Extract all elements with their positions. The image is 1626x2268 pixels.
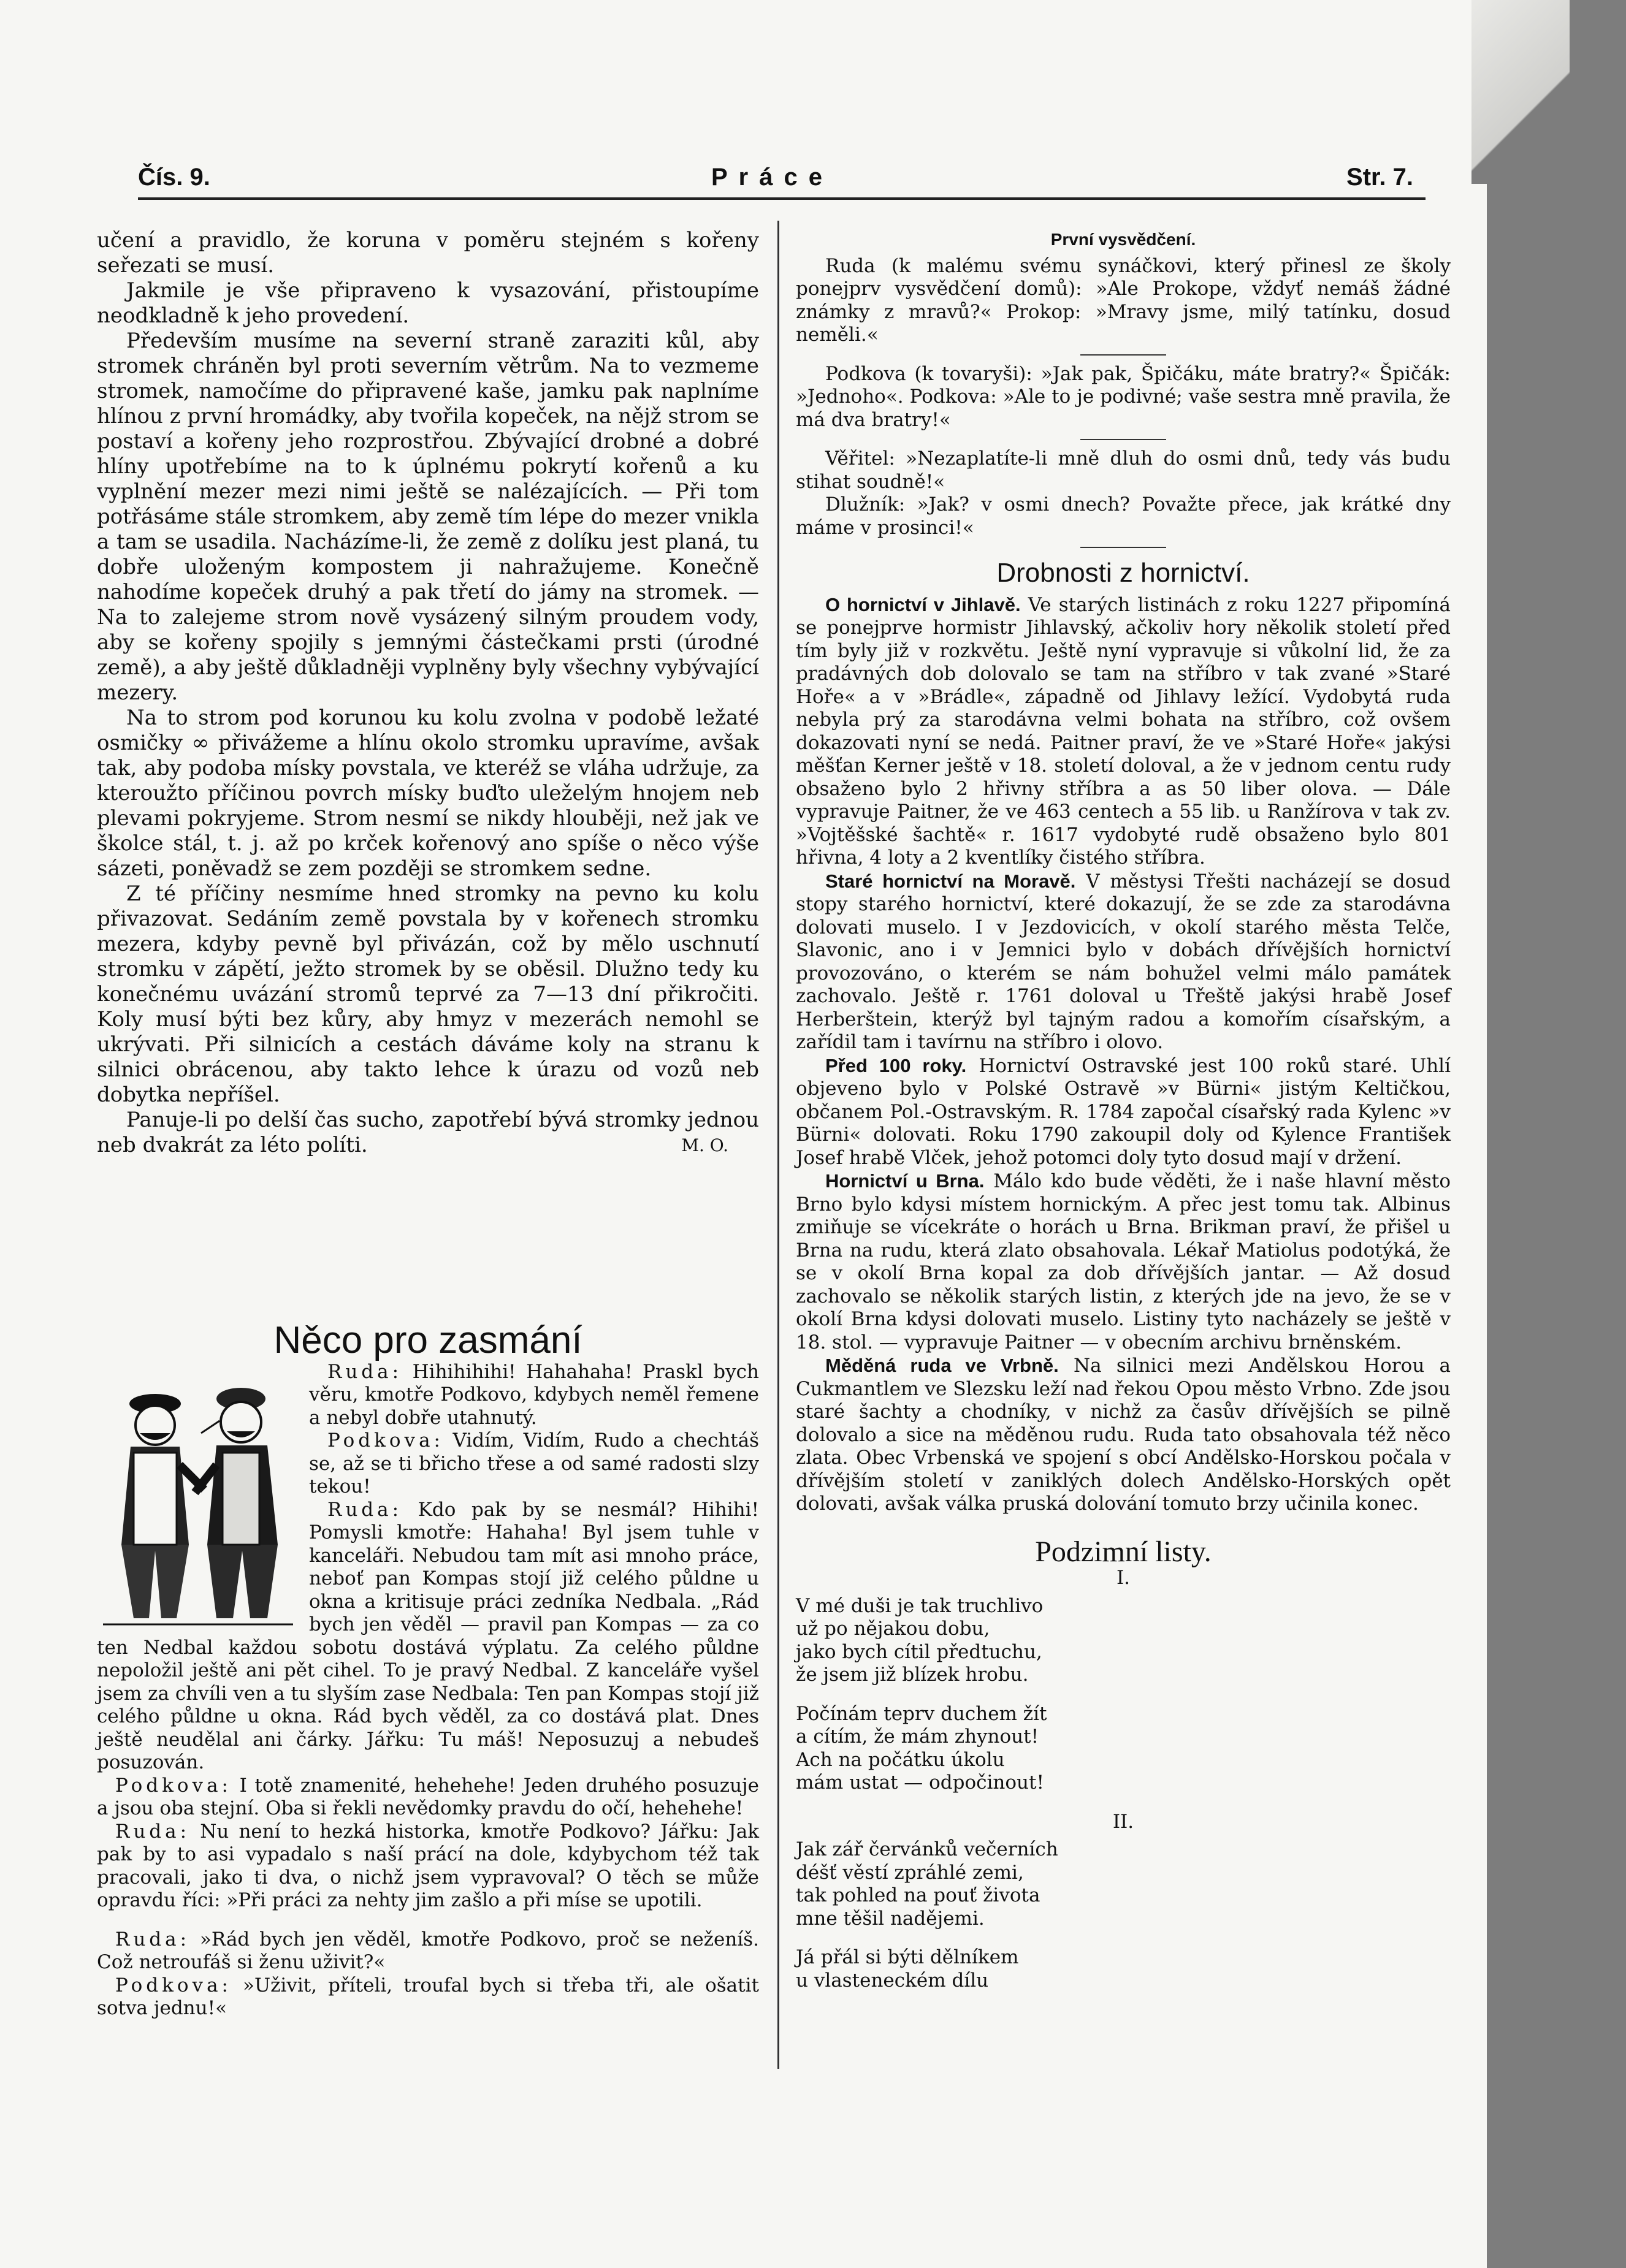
poem-verse: Ach na počátku úkolu xyxy=(796,1748,1005,1771)
mining-item xyxy=(796,593,1451,870)
poem-verse: mám ustat — odpočinout! xyxy=(796,1771,1044,1794)
joke-text: Kdo pak by se nesmál? Hihihi! Pomysli kmotře: Hahaha! Byl jsem tuhle v kanceláři. Nebudou tam mít asi mnoho práce, neboť pan Kompas stojí již celého půldne u okna a kritisuje práci zedníka Nedbala. „Rád bych jen věděl — pravil pan Kompas — za co ten Nedbal každou sobotu dostává výplatu. Za celého půldne nepoložil ještě ani pět cihel. To je pravý Nedbal. Z kanceláře vyšel jsem za chvíli ven a tu slyším zase Nedbala: Ten pan Kompas stojí již celého půldne u okna. Rád bych věděl, za co dostává plat. Dnes ještě neudělal ani čárky. Jářku: Tu máš! Neposuzuj a nebudeš posuzován. xyxy=(97,1498,759,1773)
joke-line xyxy=(97,1928,759,1974)
right-column xyxy=(796,228,1451,2008)
page-header xyxy=(138,161,1426,200)
mining-item xyxy=(796,1170,1451,1354)
newspaper-title: Práce xyxy=(711,164,833,191)
joke-paragraph: Dlužník: »Jak? v osmi dnech? Považte přece, jak krátké dny máme v prosinci!« xyxy=(796,493,1451,539)
article-paragraph: Především musíme na severní straně zaraziti kůl, aby stromek chráněn byl proti severním větrům. Na to vezmeme stromek, namočíme do připravené kaše, jamku pak naplníme hlínou z první hromádky, aby tvořila kopeček, na nějž strom se postaví a kořeny jeho rozprostřou. Zbývající drobné a dobré hlíny upotřebíme na to k úplnému pokrytí kořenů a ku vyplnění mezer mezi nimi ještě se nalézajících. — Při tom potřásáme stále stromkem, aby země tím lépe do mezer vnikla a tam se usadila. Nacházíme-li, že země z dolíku jest planá, tu dobře uloženým kompostem ji nahražujeme. Konečně nahodíme kopeček druhý a pak třetí do jámy na stromek. — Na to zalejeme strom nově vysázený silným proudem vody, aby se kořeny spojily s jemnými částečkami prsti (úrodné země), a aby ještě důkladněji vyplněny byly všechny vybývající mezery. xyxy=(97,329,759,705)
poem-verse: že jsem již blízek hrobu. xyxy=(796,1664,1029,1686)
mining-item xyxy=(796,1354,1451,1516)
mining-item-text: Na silnici mezi Andělskou Horou a Cukmantlem ve Slezsku leží nad řekou Opou město Vrbno. Zde jsou staré šachty a chodníky, v nichž za časův dřívějších se pilně dolovalo a sice na měděnou rudu. Ruda tato obsahovala též něco zlata. Obec Vrbenská ve spojení s obcí Andělsko-Horskou počala v dřívějším století v zaniklých dolech Andělsko-Horských opět dolovati, avšak válka pruská dolování tomuto brzy učinila konec. xyxy=(796,1355,1451,1515)
poem-verse: V mé duši je tak truchlivo xyxy=(796,1594,1044,1617)
joke-line xyxy=(97,1821,759,1912)
joke-speaker: Podkova: xyxy=(115,1974,232,1996)
author-signature: M. O. xyxy=(681,1135,728,1155)
joke-text: Hihihihihi! Hahahaha! Praskl bych věru, kmotře Podkovo, kdybych neměl řemene a nebyl dobře utahnutý. xyxy=(309,1360,759,1429)
joke-line xyxy=(97,1974,759,2020)
poem-verse: už po nějakou dobu, xyxy=(796,1618,990,1640)
joke-text: »Uživit, příteli, troufal bych si třeba tři, ale ošatit sotva jednu!« xyxy=(97,1974,759,2019)
mining-item-text: Málo kdo bude věděti, že i naše hlavní město Brno bylo kdysi místem hornickým. A přec jest tomu tak. Albinus zmiňuje se vícekráte o horách u Brna. Brikman praví, že přišel u Brna na rudu, která zlato obsahovala. Lékař Matiolus podotýká, že se v okolí Brna kopal za dob dřívějších jantar. — Až dosud zachovalo se několik starých listin, z kterých jde na jevo, že se v okolí Brna kdysi dolovati muselo. Listiny tyto nacházely se ještě v 18. stol. — vypravuje Paitner — v obecním archivu brněnském. xyxy=(796,1170,1451,1353)
mining-item-label: Před 100 roky. xyxy=(825,1054,967,1076)
mining-item xyxy=(796,870,1451,1054)
poem-verse: tak pohled na pouť života xyxy=(796,1884,1040,1906)
joke-text: I totě znamenité, hehehehe! Jeden druhého posuzuje a jsou oba stejní. Oba si řekli nevědomky pravdu do očí, hehehehe! xyxy=(97,1774,759,1819)
joke-speaker: Ruda: xyxy=(327,1498,403,1521)
mining-section-title: Drobnosti z hornictví. xyxy=(996,558,1250,588)
joke-paragraph: Věřitel: »Nezaplatíte-li mně dluh do osmi dnů, tedy vás budu stihat soudně!« xyxy=(796,447,1451,493)
first-report-title: První vysvědčení. xyxy=(1050,230,1196,249)
separator-rule xyxy=(1080,547,1166,548)
poem-verse: u vlasteneckém dílu xyxy=(796,1969,989,1992)
mining-item-text: V městysi Třešti nacházejí se dosud stopy starého hornictví, které dokazují, že se zde za starodávna dolovati muselo. I v Jezdovicích, v okolí starého města Telče, Slavonic, ano i v Jemnici bylo v dobách dřívějších hornictví provozováno, o kterém se nám bohužel velmi málo památek zachovalo. Ještě r. 1761 doloval u Třeště jakýsi hrabě Josef Herberštein, kterýž byl tajným radou a komořím císařským, a zařídil tam i tavírnu na stříbro i olovo. xyxy=(796,870,1451,1053)
mining-item-label: Měděná ruda ve Vrbně. xyxy=(825,1355,1059,1376)
poem-verse: Já přál si býti dělníkem xyxy=(796,1946,1019,1968)
joke-text: »Rád bych jen věděl, kmotře Podkovo, proč se neženíš. Což netroufáš si ženu uživit?« xyxy=(97,1928,760,1973)
article-paragraph: Jakmile je vše připraveno k vysazování, přistoupíme neodkladně k jeho provedení. xyxy=(97,278,759,328)
poem-verse: Počínám teprv duchem žít xyxy=(796,1702,1047,1725)
poem-verse: Jak zář červánků večerních xyxy=(796,1838,1058,1860)
joke-speaker: Ruda: xyxy=(115,1928,191,1950)
poem-part-number: II. xyxy=(1112,1810,1134,1833)
article-paragraph: Panuje-li po delší čas sucho, zapotřebí bývá stromky jednou neb dvakrát za léto políti. xyxy=(97,1108,759,1157)
issue-number: Čís. 9. xyxy=(138,164,210,191)
joke-line xyxy=(97,1775,759,1821)
article-paragraph-last xyxy=(97,1108,759,1158)
page-curl xyxy=(1471,0,1570,184)
poem-verse: mne těšil nadějemi. xyxy=(796,1907,985,1930)
joke-paragraph: Podkova (k tovaryši): »Jak pak, Špičáku, máte bratry?« Špičák: »Jednoho«. Podkova: »Ale to je podivné; vaše sestra mně pravila, že má dva bratry!« xyxy=(796,362,1451,431)
first-report-text: Ruda (k malému svému synáčkovi, který přinesl ze školy ponejprv vysvědčení domů): »Ale Prokope, vždyť nemáš žádné známky z mravů?« Prokop: »Mravy jsme, milý tatínku, dosud neměli.« xyxy=(796,254,1451,346)
separator-rule xyxy=(1080,354,1166,356)
two-miners-illustration xyxy=(97,1361,299,1631)
mining-item-label: Staré hornictví na Moravě. xyxy=(825,870,1076,892)
joke-speaker: Ruda: xyxy=(327,1360,403,1383)
mining-item-text: Hornictví Ostravské jest 100 roků staré. Uhlí objeveno bylo v Polské Ostravě »v Bürni« jistým Keltičkou, občanem Pol.-Ostravským. R. 1784 započal císařský rada Kylenc »v Bürni« dolovati. Roku 1790 zakoupil doly od Kylence František Josef hrabě Vlček, jehož potomci doly tyto dosud mají v držení. xyxy=(796,1054,1451,1169)
left-column xyxy=(97,228,759,1158)
poem-stanza xyxy=(796,1703,1451,1795)
jokes-section xyxy=(97,1319,760,2020)
column-divider xyxy=(777,221,779,2069)
article-paragraph: Z té příčiny nesmíme hned stromky na pevno ku kolu přivazovat. Sedáním země povstala by v kořenech stromku mezera, kdyby pevně byl přivázán, což by mělo uschnutí stromku v zápětí, ježto stromek by se oběsil. Dlužno tedy ku konečnému uvázání stromů teprvé za 7—13 dní přikročiti. Koly musí býti bez kůry, aby hmyz v mezerách nemohl se ukrývati. Při silnicích a cestách dáváme koly na stranu k silnici obrácenou, aby takto lehce k úrazu od vozů neb dobytka nepříšel. xyxy=(97,881,759,1107)
article-paragraph: učení a pravidlo, že koruna v poměru stejném s kořeny seřezati se musí. xyxy=(97,228,759,278)
poem-stanza xyxy=(796,1838,1451,1930)
poem-verse: jako bych cítil předtuchu, xyxy=(796,1640,1042,1663)
poem-part-number: I. xyxy=(1116,1567,1131,1589)
poem-verse: déšť věstí zpráhlé zemi, xyxy=(796,1861,1024,1884)
mining-item xyxy=(796,1054,1451,1170)
joke-speaker: Podkova: xyxy=(327,1429,444,1452)
mining-item-label: O hornictví v Jihlavě. xyxy=(825,593,1021,615)
joke-speaker: Podkova: xyxy=(115,1774,232,1797)
page-number: Str. 7. xyxy=(1346,164,1413,191)
joke-text: Vidím, Vidím, Rudo a chechtáš se, až se ti břicho třese a od samé radosti slzy tekou! xyxy=(309,1429,759,1497)
mining-item-text: Ve starých listinách z roku 1227 připomíná se ponejprve hormistr Jihlavský, ačkoliv hory několik století před tím byly již v rozkvětu. Ještě nyní vypravuje si vůkolní lid, že za pradávných dob dolovalo se tam na stříbro v tak zvané »Staré Hoře« a v »Brádle«, západně od Jihlavy ležící. Vydobytá ruda nebyla prý za starodávna velmi bohata na stříbro, což ovšem dokazovati nyní se nedá. Paitner praví, že ve »Staré Hoře« jakýsi měšťan Kerner ještě v 18. století doloval, a že v jednom centu rudy obsaženo bylo 2 hřivny stříbra a as 50 liber olova. — Dále vypravuje Paitner, že ve 463 centech a 55 lib. u Ranžírova v tak zv. »Vojtěšské šachtě« r. 1617 vydobyté rudě obsaženo bylo 801 hřivna, 4 loty a 2 kventlíky čistého stříbra. xyxy=(796,593,1451,869)
poem-stanza xyxy=(796,1946,1451,1992)
separator-rule xyxy=(1080,439,1166,440)
mining-item-label: Hornictví u Brna. xyxy=(825,1170,985,1192)
joke-text: Nu není to hezká historka, kmotře Podkovo? Jářku: Jak pak by to asi vypadalo s naší prácí na dole, kdybychom též tak pracovali, jako ti dva, o nichž jsem vypravoval? O těch se může opravdu říci: »Při práci za nehty jim zašlo a při míse se upotili. xyxy=(97,1820,759,1911)
poem-stanza xyxy=(796,1595,1451,1687)
article-paragraph: Na to strom pod korunou ku kolu zvolna v podobě ležaté osmičky ∞ přivážeme a hlínu okolo stromku upravíme, avšak tak, aby podoba mísky povstala, ve kteréž se vláha udržuje, za kteroužto příčinou povrch mísky buďto uleželým hnojem neb plevami pokryjeme. Strom nesmí se nikdy hlouběji, než jak ve školce stál, t. j. až po krček kořenový ano spíše o něco výše sázeti, poněvadž se zem později se stromkem sedne. xyxy=(97,706,759,881)
jokes-title: Něco pro zasmání xyxy=(273,1319,582,1361)
poem-verse: a cítím, že mám zhynout! xyxy=(796,1726,1039,1748)
joke-speaker: Ruda: xyxy=(115,1820,191,1843)
poem-title: Podzimní listy. xyxy=(1035,1535,1212,1568)
